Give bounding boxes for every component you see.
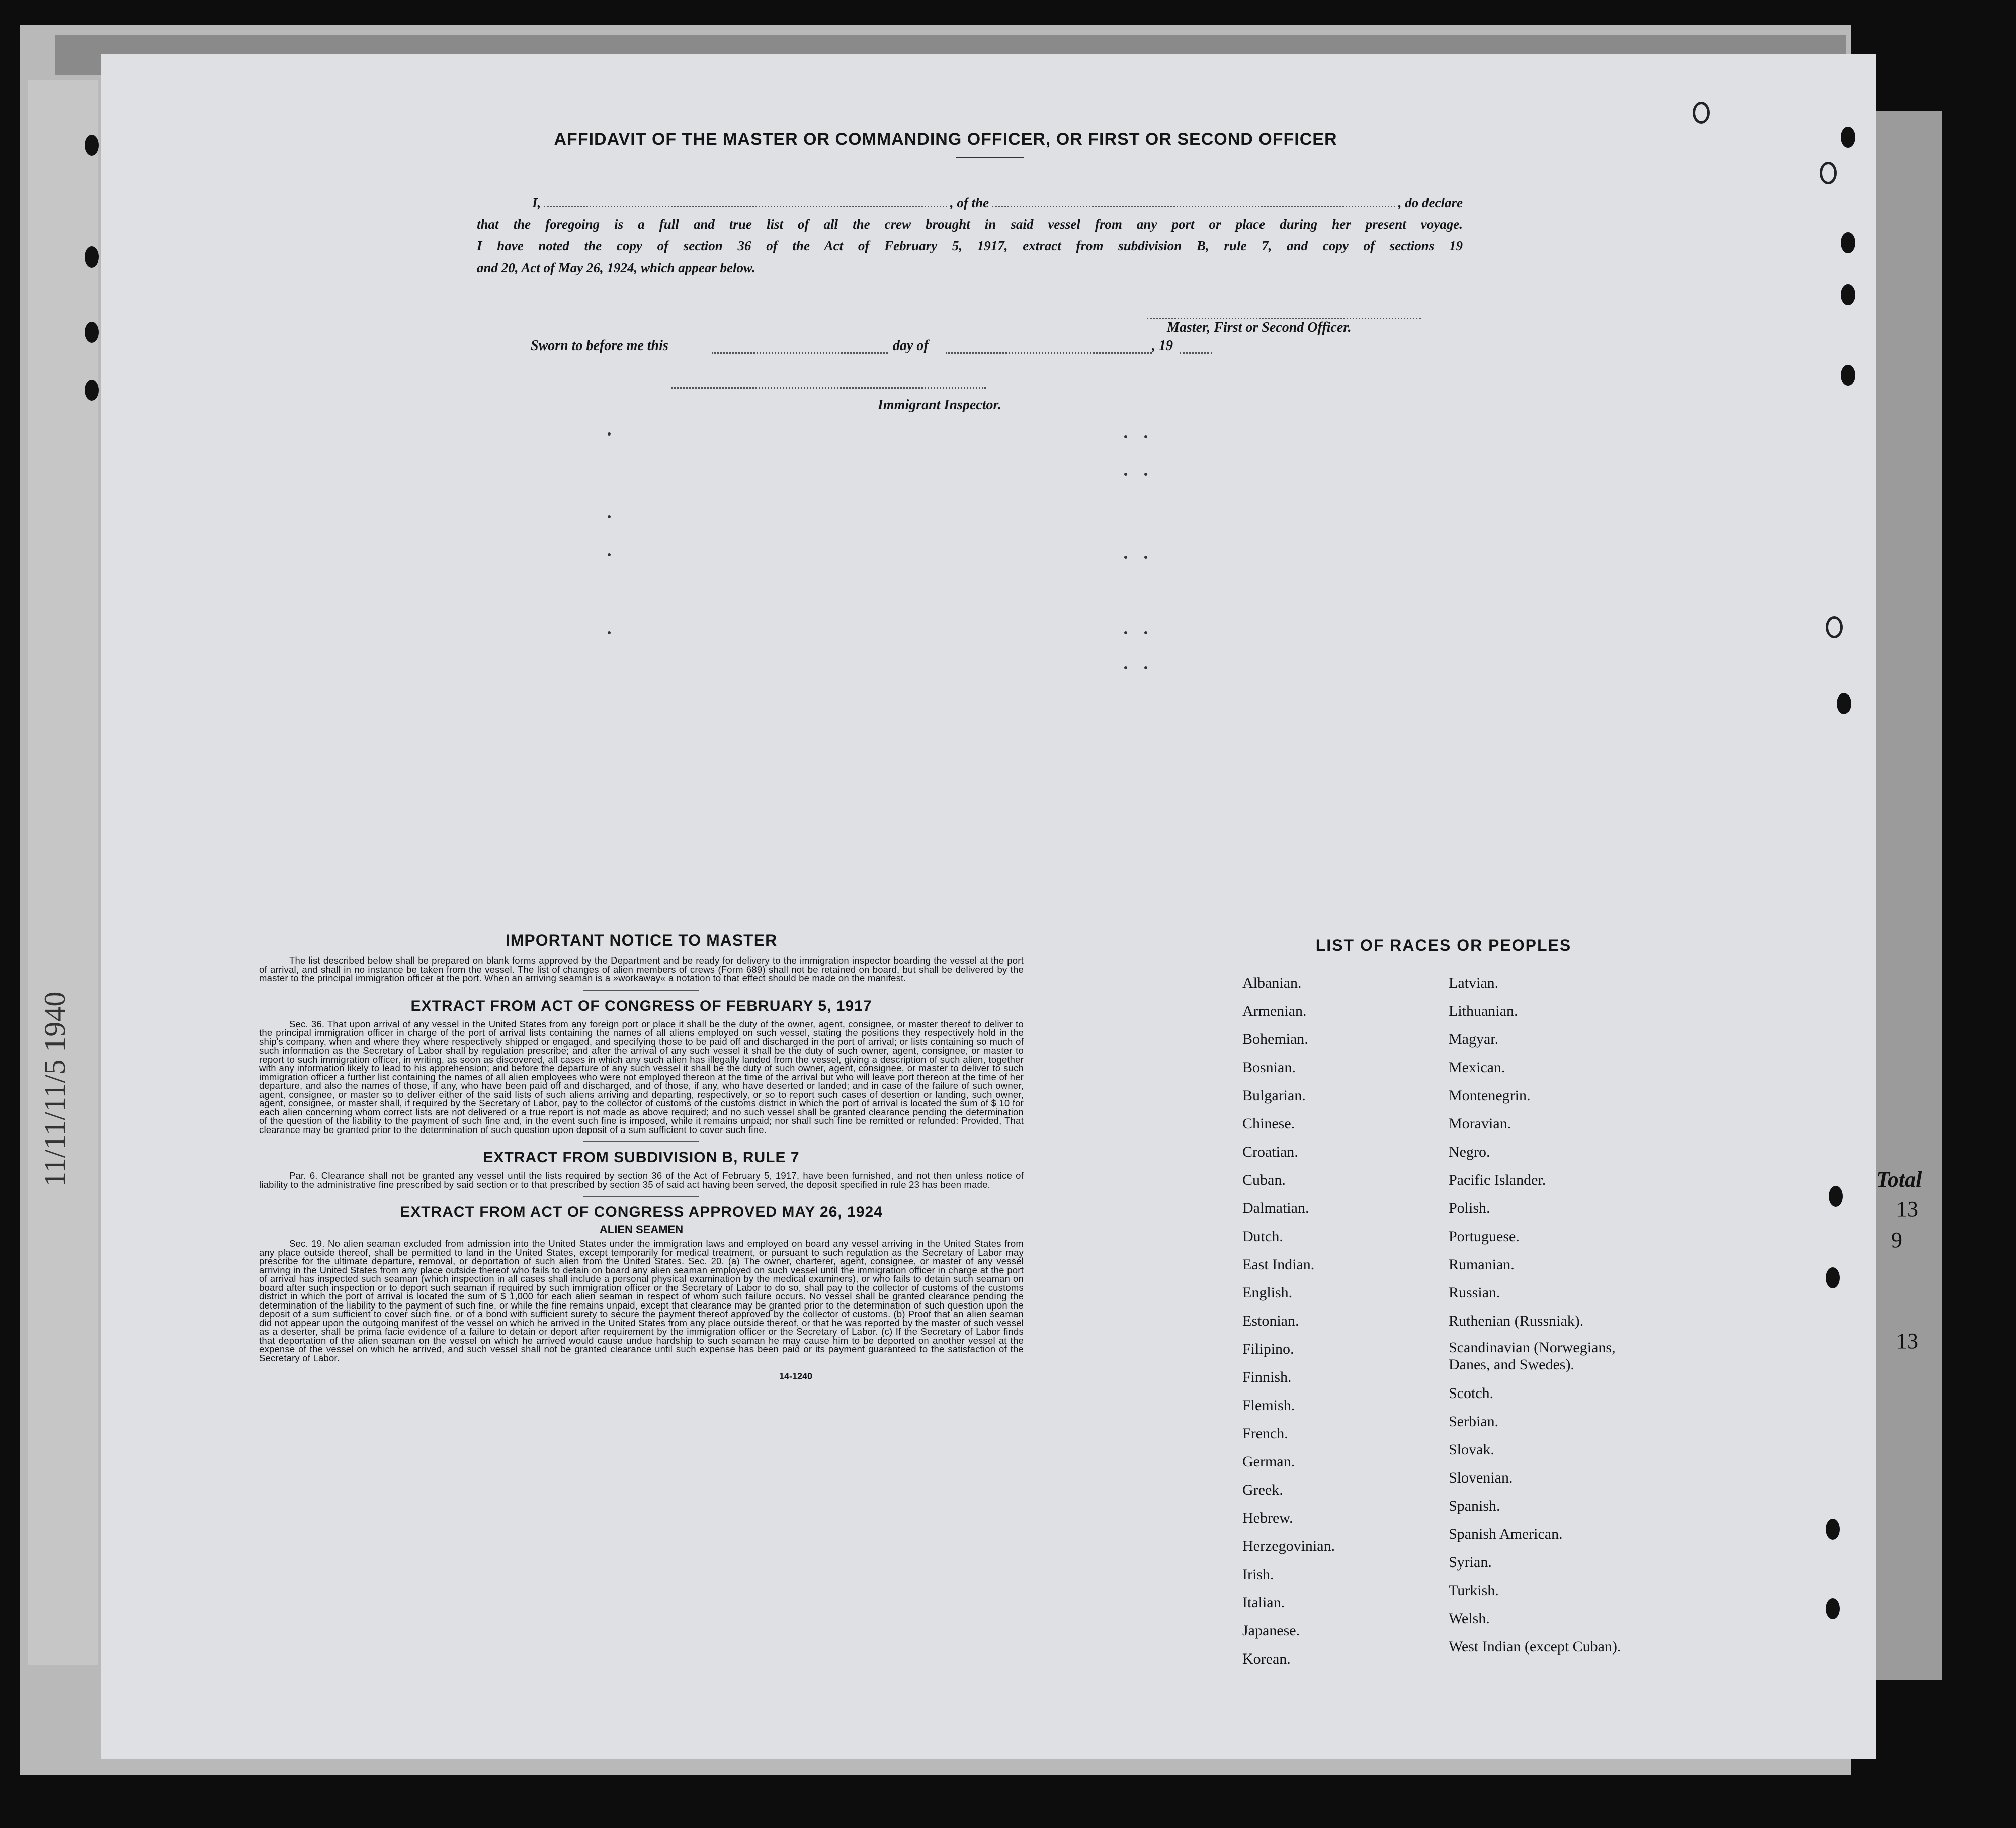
race-item: Serbian.	[1449, 1413, 1499, 1430]
punch-hole-icon	[85, 322, 99, 343]
dot-mark	[1144, 473, 1147, 476]
punch-hole-icon	[1826, 1267, 1840, 1288]
punch-hole-icon	[1693, 102, 1710, 124]
extract2-text: Par. 6. Clearance shall not be granted any vessel until the lists required by section 36 of the Act of February 5, 1917, have been furnished, and not then unless notice of liability to the administrative fine prescribed by said section or to that prescribed by section 35 of said act having been served, the deposit specified in rule 23 has been made.	[259, 1170, 1024, 1190]
race-item: Italian.	[1242, 1594, 1285, 1611]
race-item: Ruthenian (Russniak).	[1449, 1313, 1584, 1329]
extract3-title: EXTRACT FROM ACT OF CONGRESS APPROVED MAY 26, 1924	[400, 1204, 883, 1221]
right-binding-strip	[1876, 111, 1942, 1680]
race-item: Negro.	[1449, 1144, 1490, 1160]
dot-mark	[1124, 666, 1127, 669]
races-column-1	[1242, 969, 1434, 1673]
punch-hole-icon	[1841, 284, 1855, 305]
stub-text: 11/11/11/5 1940	[38, 991, 71, 1187]
extract1-text: Sec. 36. That upon arrival of any vessel in the United States from any foreign port or place it shall be the duty of the owner, agent, consignee, or master thereof to deliver to the principal immigration officer in charge of the port of arrival lists containing the names of all aliens employed on such vessel, stating the positions they respectively hold in the ship's company, when and where they where respectively shipped or engaged, and specifying those to be paid off and discharged in the port of arrival; or lists containing so much of such information as the Secretary of Labor shall by regulation prescribe; and after the arrival of any such vessel it shall be the duty of such owner, agent, consignee, or master to report to such immigration officer, in writing, as soon as discovered, all cases in which any such alien has illegally landed from the vessel, giving a description of such alien, together with any information likely to lead to his apprehension; and before the departure of any such vessel it shall be the duty of such owner, agent, consignee, or master to deliver to such immigration officer a further list containing the names of all alien employees who were not employed thereon at the time of the arrival but who will leave port thereon at the time of her departure, and also the names of those, if any, who have been paid off and discharged, and of those, if any, who have deserted or landed; and in case of the failure of such owner, agent, consignee, or master so to deliver either of the said lists of such aliens arriving and departing, respectively, or so to report such cases of desertion or landing, such owner, agent, consignee, or master shall, if required by the Secretary of Labor, pay to the collector of customs of the customs district in which the port of arrival is located the sum of $ 10 for each alien concerning whom correct lists are not delivered or a true report is not made as above required; and no such vessel shall be granted clearance pending the determination of the question of the liability to the payment of such fine and, in the event such fine is imposed, while it remains unpaid; nor shall such fine be remitted or refunded: Provided, That clearance may be granted prior to the determination of such question upon deposit of a sum sufficient to cover such fine.	[259, 1018, 1024, 1135]
declaration-line	[477, 192, 1463, 214]
race-item: Lithuanian.	[1449, 1003, 1518, 1019]
dot-mark	[608, 553, 611, 556]
declarant-name-field[interactable]	[544, 205, 947, 207]
dot-mark	[1144, 556, 1147, 559]
race-item: Greek.	[1242, 1482, 1283, 1498]
race-item: Russian.	[1449, 1284, 1500, 1301]
dot-mark	[1124, 556, 1127, 559]
race-item: Moravian.	[1449, 1115, 1511, 1132]
inspector-signature-field[interactable]	[671, 387, 986, 389]
affidavit-line-2: that the foregoing is a full and true list of all the crew brought in said vessel from any port or place during her present voyage.	[477, 217, 1463, 232]
race-item: Latvian.	[1449, 975, 1499, 991]
race-item: Albanian.	[1242, 975, 1302, 991]
punch-hole-icon	[85, 135, 99, 156]
day-of-label: day of	[893, 338, 929, 354]
dot-mark	[608, 432, 611, 436]
dot-mark	[1144, 666, 1147, 669]
punch-hole-icon	[1826, 616, 1843, 638]
section-rule	[583, 1141, 699, 1142]
sworn-label: Sworn to before me this	[531, 338, 668, 354]
dot-mark	[608, 631, 611, 634]
inspector-label: Immigrant Inspector.	[878, 397, 1001, 413]
race-item: Syrian.	[1449, 1554, 1492, 1571]
race-item: Croatian.	[1242, 1144, 1298, 1160]
race-item: Cuban.	[1242, 1172, 1286, 1188]
affidavit-body	[477, 192, 1463, 279]
extract3-subtitle: ALIEN SEAMEN	[599, 1223, 684, 1236]
races-title: LIST OF RACES OR PEOPLES	[1315, 936, 1572, 954]
race-item: English.	[1242, 1284, 1293, 1301]
race-item: Armenian.	[1242, 1003, 1307, 1019]
section-rule	[583, 990, 699, 991]
sworn-day-field[interactable]	[712, 352, 888, 354]
total-label: Total	[1876, 1167, 1922, 1192]
form-code: 14-1240	[779, 1371, 812, 1381]
punch-hole-icon	[1841, 127, 1855, 148]
race-item: Japanese.	[1242, 1622, 1300, 1639]
race-item: Hebrew.	[1242, 1510, 1293, 1526]
race-item: West Indian (except Cuban).	[1449, 1638, 1621, 1655]
race-item: Portuguese.	[1449, 1228, 1520, 1245]
punch-hole-icon	[1820, 162, 1837, 184]
dot-mark	[608, 515, 611, 518]
race-item: Spanish.	[1449, 1498, 1500, 1514]
race-item: Scotch.	[1449, 1385, 1494, 1402]
race-item: Turkish.	[1449, 1582, 1499, 1599]
dot-mark	[1124, 435, 1127, 438]
punch-hole-icon	[85, 246, 99, 268]
bottom-value: 13	[1896, 1329, 1918, 1353]
margin-notes	[1876, 1167, 1937, 1354]
race-item: Filipino.	[1242, 1341, 1294, 1357]
race-item: Magyar.	[1449, 1031, 1499, 1048]
punch-hole-icon	[1826, 1598, 1840, 1619]
notice-text: The list described below shall be prepared on blank forms approved by the Department and be ready for delivery to the immigration inspector boarding the vessel at the port of arrival, and shall in no instance be taken from the vessel. The list of changes of alien members of crews (Form 689) shall not be retained on board, but shall be delivered by the master to the principal immigration officer at the port. When an arriving seaman is a »workaway« a notation to that effect should be made on the manifest.	[259, 955, 1024, 983]
punch-hole-icon	[1841, 232, 1855, 253]
margin-row2: 9	[1891, 1228, 1902, 1252]
race-item: Bulgarian.	[1242, 1087, 1306, 1104]
master-signature-field[interactable]	[1147, 318, 1421, 319]
race-item: Montenegrin.	[1449, 1087, 1531, 1104]
race-item: Spanish American.	[1449, 1526, 1563, 1542]
year-label: , 19	[1152, 338, 1173, 354]
race-item: Slovenian.	[1449, 1469, 1513, 1486]
race-item: Flemish.	[1242, 1397, 1295, 1414]
extract1-title: EXTRACT FROM ACT OF CONGRESS OF FEBRUARY 5, 1917	[410, 997, 872, 1014]
race-item: Bohemian.	[1242, 1031, 1308, 1048]
punch-hole-icon	[1837, 693, 1851, 714]
section-rule	[583, 1196, 699, 1197]
race-item: Bosnian.	[1242, 1059, 1296, 1076]
declarant-prefix: I,	[532, 195, 541, 210]
punch-hole-icon	[1829, 1186, 1843, 1207]
punch-hole-icon	[1826, 1519, 1840, 1540]
punch-hole-icon	[1841, 365, 1855, 386]
race-item: Estonian.	[1242, 1313, 1299, 1329]
sworn-year-field[interactable]	[1180, 352, 1212, 354]
affidavit-line-4: and 20, Act of May 26, 1924, which appear below.	[477, 260, 755, 275]
race-item: Finnish.	[1242, 1369, 1292, 1385]
notice-title: IMPORTANT NOTICE TO MASTER	[505, 931, 778, 949]
race-item: Welsh.	[1449, 1610, 1490, 1627]
race-item: Dutch.	[1242, 1228, 1283, 1245]
declare-suffix: , do declare	[1398, 195, 1463, 210]
race-item: East Indian.	[1242, 1256, 1315, 1273]
punch-hole-icon	[85, 380, 99, 401]
race-item: French.	[1242, 1425, 1288, 1442]
race-item: German.	[1242, 1453, 1295, 1470]
left-binding-strip	[28, 80, 98, 1665]
race-item: Scandinavian (Norwegians, Danes, and Swedes).	[1449, 1339, 1616, 1373]
title-rule	[956, 157, 1024, 158]
race-item: Dalmatian.	[1242, 1200, 1309, 1216]
race-item: Mexican.	[1449, 1059, 1505, 1076]
extract2-title: EXTRACT FROM SUBDIVISION B, RULE 7	[483, 1149, 800, 1166]
races-section	[1207, 936, 1680, 1667]
race-item: Herzegovinian.	[1242, 1538, 1335, 1554]
extract3-text: Sec. 19. No alien seaman excluded from admission into the United States under the immigration laws and employed on board any vessel arriving in the United States from any place outside thereof, shall be permitted to land in the United States, except temporarily for medical treatment, or pursuant to such regulation as the Secretary of Labor may prescribe for the ultimate departure, removal, or deportation of such alien from the United States. Sec. 20. (a) The owner, charterer, agent, consignee, or master of any vessel arriving in the United States from any place outside thereof who fails to detain on board any alien seaman employed on such vessel until the immigration officer in charge at the port of arrival has inspected such seaman (which inspection in all cases shall include a personal physical examination by the medical examiners), or who fails to detain such seaman on board after such inspection or to deport such seaman if required by such immigration officer or the Secretary of Labor to do so, shall pay to the collector of customs of the customs district in which the port of arrival is located the sum of $ 1,000 for each alien seaman in respect of whom such failure occurs. No vessel shall be granted clearance pending the determination of the liability to the payment of such fine, or while the fine remains unpaid, except that clearance may be granted prior to the determination of such question upon the deposit of a sum sufficient to cover such fine, or of a bond with sufficient surety to secure the payment thereof approved by the collector of customs. (b) Proof that an alien seaman did not appear upon the outgoing manifest of the vessel on which he arrived in the United States from any place outside thereof, or that he was reported by the master of such vessel as a deserter, shall be prima facie evidence of a failure to detain or deport after requirement by the immigration officer or the Secretary of Labor. (c) If the Secretary of Labor finds that deportation of the alien seaman on the vessel on which he arrived would cause undue hardship to such seaman he may cause him to be deported on another vessel at the expense of the vessel on which he arrived, and such vessel shall not be granted clearance until such expense has been paid or its payment guaranteed to the satisfaction of the Secretary of Labor.	[259, 1238, 1024, 1363]
dot-mark	[1124, 473, 1127, 476]
race-item: Slovak.	[1449, 1441, 1494, 1458]
vessel-prefix: , of the	[950, 195, 989, 210]
race-item: Chinese.	[1242, 1115, 1295, 1132]
dot-mark	[1144, 631, 1147, 634]
dot-mark	[1144, 435, 1147, 438]
notice-section	[259, 931, 1024, 1382]
vessel-name-field[interactable]	[992, 205, 1395, 207]
race-item: Rumanian.	[1449, 1256, 1515, 1273]
affidavit-title: AFFIDAVIT OF THE MASTER OR COMMANDING OFFICER, OR FIRST OR SECOND OFFICER	[554, 130, 1337, 149]
affidavit-line-3: I have noted the copy of section 36 of the Act of February 5, 1917, extract from subdivision B, rule 7, and copy of sections 19	[477, 238, 1463, 253]
sworn-month-field[interactable]	[946, 352, 1152, 354]
race-item: Korean.	[1242, 1650, 1291, 1667]
race-item: Polish.	[1449, 1200, 1490, 1216]
race-item: Irish.	[1242, 1566, 1274, 1583]
total-value: 13	[1896, 1197, 1918, 1222]
master-label: Master, First or Second Officer.	[1167, 320, 1352, 335]
races-column-2	[1449, 969, 1670, 1661]
dot-mark	[1124, 631, 1127, 634]
race-item: Pacific Islander.	[1449, 1172, 1546, 1188]
